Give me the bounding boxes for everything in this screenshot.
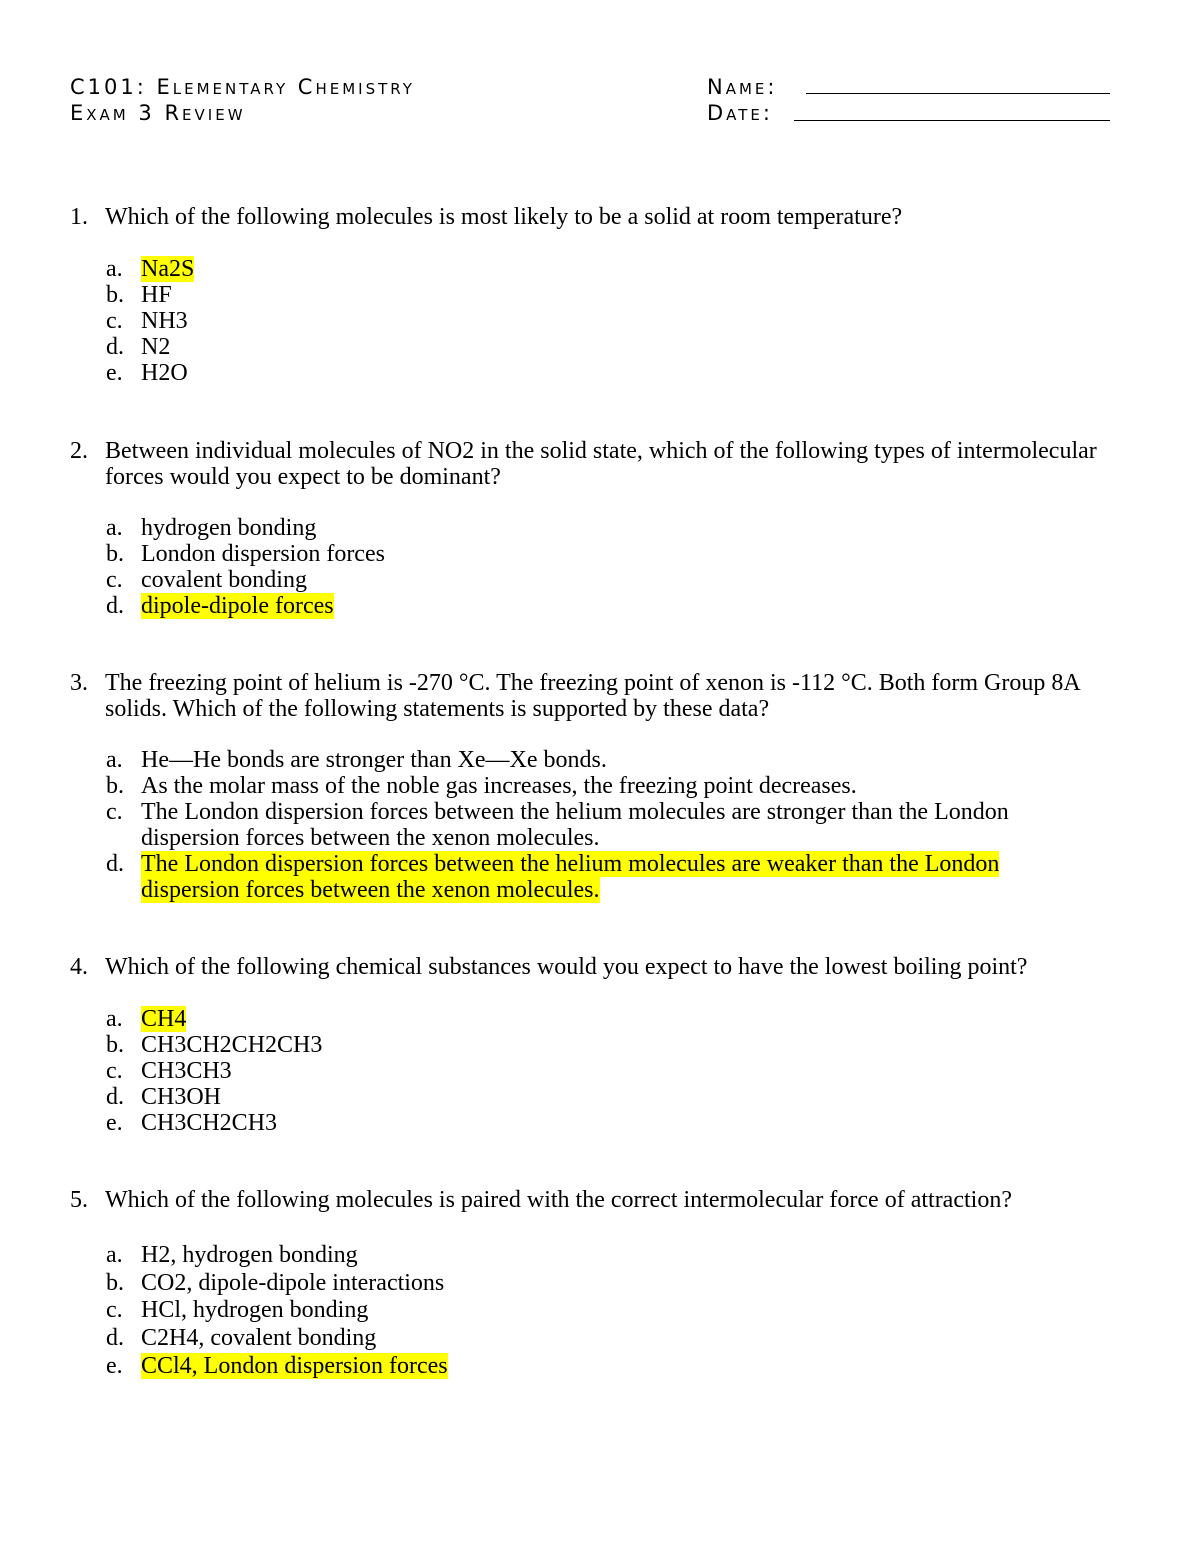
question-number: 3. — [70, 670, 88, 696]
option-text: CH3CH2CH2CH3 — [141, 1032, 323, 1058]
question-number: 1. — [70, 204, 88, 230]
option-letter: d. — [106, 1084, 124, 1110]
option-text-correct: dipole-dipole forces — [141, 593, 334, 619]
exam-subtitle: Exam 3 Review — [70, 101, 246, 125]
option-text-correct: The London dispersion forces between the helium molecules are weaker than the London dispersion forces between the xenon molecules. — [141, 851, 1000, 903]
option-letter: b. — [106, 541, 124, 567]
option-text-correct: Na2S — [141, 256, 195, 282]
option-letter: c. — [106, 308, 123, 334]
option-letter: c. — [106, 1058, 123, 1084]
option-text: C2H4, covalent bonding — [141, 1325, 377, 1351]
question-text: The freezing point of helium is -270 °C. The freezing point of xenon is -112 °C. Both form Group 8A solids. Which of the following statements is supported by these data? — [105, 670, 1080, 722]
question-text: Which of the following molecules is paired with the correct intermolecular force of attraction? — [105, 1187, 1012, 1213]
option-text-correct: CH4 — [141, 1006, 187, 1032]
question-number: 2. — [70, 438, 88, 464]
date-blank-line — [794, 120, 1110, 121]
question-text: Which of the following molecules is most likely to be a solid at room temperature? — [105, 204, 903, 230]
question-text: Which of the following chemical substances would you expect to have the lowest boiling point? — [105, 954, 1028, 980]
option-letter: e. — [106, 360, 123, 386]
option-text: HF — [141, 282, 172, 308]
option-letter: b. — [106, 1032, 124, 1058]
option-text: CO2, dipole-dipole interactions — [141, 1270, 445, 1296]
option-letter: b. — [106, 773, 124, 799]
option-text: H2, hydrogen bonding — [141, 1242, 358, 1268]
option-letter: e. — [106, 1110, 123, 1136]
option-text: The London dispersion forces between the helium molecules are stronger than the London dispersion forces between the xenon molecules. — [141, 799, 1009, 851]
question-text: Between individual molecules of NO2 in the solid state, which of the following types of intermolecular forces would you expect to be dominant? — [105, 438, 1097, 490]
option-letter: d. — [106, 851, 124, 877]
option-text: As the molar mass of the noble gas increases, the freezing point decreases. — [141, 773, 857, 799]
option-text: HCl, hydrogen bonding — [141, 1297, 369, 1323]
option-letter: c. — [106, 1297, 123, 1323]
option-text: He—He bonds are stronger than Xe—Xe bonds. — [141, 747, 607, 773]
option-letter: c. — [106, 799, 123, 825]
option-text: hydrogen bonding — [141, 515, 317, 541]
option-text: CH3CH3 — [141, 1058, 232, 1084]
option-letter: a. — [106, 1242, 123, 1268]
date-label: Date: — [707, 101, 773, 125]
option-letter: b. — [106, 282, 124, 308]
option-letter: d. — [106, 593, 124, 619]
option-letter: d. — [106, 334, 124, 360]
course-title: C101: Elementary Chemistry — [70, 75, 415, 99]
option-letter: a. — [106, 256, 123, 282]
option-text: N2 — [141, 334, 171, 360]
option-letter: a. — [106, 747, 123, 773]
question-number: 5. — [70, 1187, 88, 1213]
name-blank-line — [806, 93, 1110, 94]
name-label: Name: — [707, 75, 778, 99]
option-text: H2O — [141, 360, 188, 386]
question-number: 4. — [70, 954, 88, 980]
option-text: CH3OH — [141, 1084, 222, 1110]
option-letter: d. — [106, 1325, 124, 1351]
option-letter: b. — [106, 1270, 124, 1296]
option-text: covalent bonding — [141, 567, 307, 593]
option-text: CH3CH2CH3 — [141, 1110, 278, 1136]
option-letter: e. — [106, 1353, 123, 1379]
option-text-correct: CCl4, London dispersion forces — [141, 1353, 448, 1379]
option-letter: c. — [106, 567, 123, 593]
option-text: NH3 — [141, 308, 188, 334]
option-letter: a. — [106, 1006, 123, 1032]
option-letter: a. — [106, 515, 123, 541]
option-text: London dispersion forces — [141, 541, 385, 567]
